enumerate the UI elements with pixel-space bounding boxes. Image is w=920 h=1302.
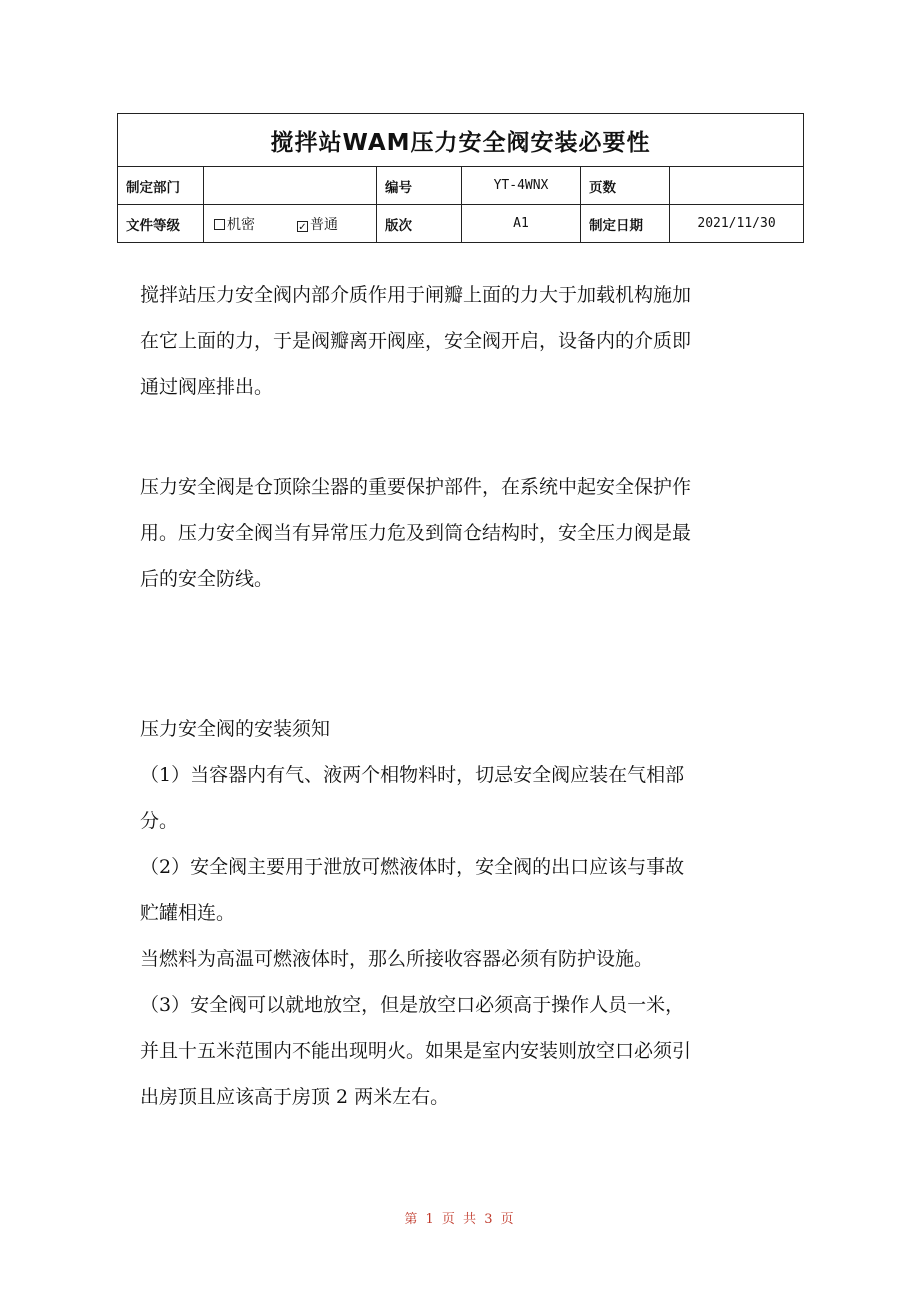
code-label: 编号: [377, 167, 462, 205]
paragraph-importance: [140, 464, 785, 602]
text-line: 并且十五米范围内不能出现明火。如果是室内安装则放空口必须引: [140, 1040, 692, 1062]
text-line: 压力安全阀是仓顶除尘器的重要保护部件，在系统中起安全保护作: [140, 476, 692, 498]
code-value: YT-4WNX: [462, 167, 581, 205]
paragraph-principle: [140, 272, 785, 410]
checked-box-icon: ✓: [298, 221, 307, 233]
document-title: 搅拌站WAM压力安全阀安装必要性: [118, 114, 804, 167]
text-line: 用。压力安全阀当有异常压力危及到筒仓结构时，安全压力阀是最: [140, 522, 692, 544]
text-line: （1）当容器内有气、液两个相物料时，切忌安全阀应装在气相部: [140, 764, 685, 786]
text-line: （3）安全阀可以就地放空，但是放空口必须高于操作人员一米，: [140, 994, 685, 1016]
text-line: 在它上面的力，于是阀瓣离开阀座，安全阀开启，设备内的介质即: [140, 330, 692, 352]
level-option-confidential: 机密: [214, 217, 255, 233]
page-number-footer: 第 1 页 共 3 页: [404, 1212, 516, 1227]
text-line: （2）安全阀主要用于泄放可燃液体时，安全阀的出口应该与事故: [140, 856, 685, 878]
text-line: 贮罐相连。: [140, 902, 236, 924]
version-label: 版次: [377, 205, 462, 243]
level-options: [204, 205, 377, 243]
unchecked-box-icon: [214, 219, 225, 230]
text-line: 分。: [140, 810, 179, 832]
text-line: 搅拌站压力安全阀内部介质作用于闸瓣上面的力大于加载机构施加: [140, 284, 692, 306]
document-header-table: [117, 113, 804, 243]
text-line: 通过阀座排出。: [140, 376, 274, 398]
pages-label: 页数: [581, 167, 670, 205]
version-value: A1: [462, 205, 581, 243]
pages-value: [670, 167, 804, 205]
dept-value: [204, 167, 377, 205]
date-value: 2021/11/30: [670, 205, 804, 243]
text-line: 后的安全防线。: [140, 568, 274, 590]
text-line: 当燃料为高温可燃液体时，那么所接收容器必须有防护设施。: [140, 948, 654, 970]
section-heading: 压力安全阀的安装须知: [140, 718, 331, 740]
level-label: 文件等级: [118, 205, 204, 243]
dept-label: 制定部门: [118, 167, 204, 205]
paragraph-installation-notes: [140, 706, 785, 1120]
level-option-normal: ✓ 普通: [298, 216, 338, 233]
text-line: 出房顶且应该高于房顶 2 两米左右。: [140, 1086, 450, 1108]
date-label: 制定日期: [581, 205, 670, 243]
